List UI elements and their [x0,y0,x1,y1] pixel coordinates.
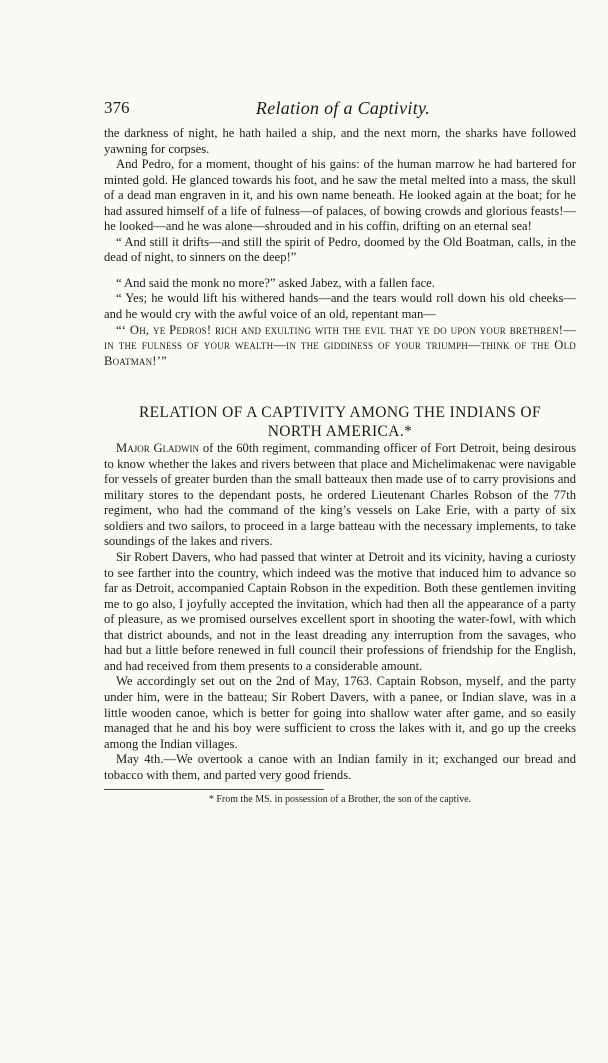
article-paragraph: May 4th.—We overtook a canoe with an Indian family in it; exchanged our bread and tobacco with them, and parted very good friends. [104,752,576,782]
article-paragraph: Sir Robert Davers, who had passed that winter at Detroit and its vicinity, having a curiosty to see farther into the country, which indeed was the motive that induced him to advance so far as Detroit, accompanied Captain Robson in the expedition. Both these gentlemen inviting me to go also, I joyfully accepted the invitation, which had then all the appearance of a party of pleasure, as we promised ourselves excellent sport in shooting the water-fowl, with which that district abounds, and not in the least dreading any interruption from the savages, who had but a little before renewed in full council their professions of friendship for the English, and had received from them presents to a considerable amount. [104,550,576,673]
lead-name: Major Gladwin [116,441,200,456]
story-paragraph: “ Yes; he would lift his withered hands—and the tears would roll down his old cheeks—and he would cry with the awful voice of an old, repentant man— [104,291,576,322]
story-paragraph: “‘ Oh, ye Pedros! rich and exulting with the evil that ye do upon your brethren!—in the fulness of your wealth—in the giddiness of your triumph—think of the Old Boatman!’” [104,322,576,368]
spacer [104,369,576,389]
story-paragraph: “ And still it drifts—and still the spirit of Pedro, doomed by the Old Boatman, calls, in the dead of night, to sinners on the deep!” [104,234,576,265]
spacer [104,266,576,276]
page-body [104,126,576,806]
page-number: 376 [104,98,130,117]
article-title [104,403,576,441]
article-paragraph: We accordingly set out on the 2nd of May, 1763. Captain Robson, myself, and the party under him, were in the batteau; Sir Robert Davers, with a panee, or Indian slave, was in a little wooden canoe, which is better for going into shallow water after game, and so easily managed that he and his boy were sufficient to cross the lakes with it, and go up the creeks among the Indian villages. [104,674,576,751]
article-title-line: NORTH AMERICA.* [267,423,413,441]
footnote: * From the MS. in possession of a Brother, the son of the captive. [208,794,472,806]
spacer [104,389,576,403]
footnote-divider [104,789,324,790]
story-paragraph: “ And said the monk no more?” asked Jabez, with a fallen face. [116,275,435,290]
page-header [104,98,582,124]
article-title-line: RELATION OF A CAPTIVITY AMONG THE INDIANS OF [138,404,542,422]
article-paragraph [104,441,576,550]
paragraph-text: of the 60th regiment, commanding officer of Fort Detroit, being desirous to know whether the lakes and rivers between that place and Michelimakenac were navigable for vessels of greater burden than the small batteaux then made use of to carry provisions and military stores to the dependant posts, he ordered Lieutenant Charles Robson of the 77th regiment, who had the command of the king’s vessels on Lake Erie, with a party of six soldiers and two sailors, to proceed in a large batteau with the necessary implements, to take soundings of the lakes and rivers. [104,441,577,549]
story-paragraph: And Pedro, for a moment, thought of his gains: of the human marrow he had bartered for minted gold. He glanced towards his foot, and he saw the metal melted into a mass, the skull of a dead man engraven in it, and his own name beneath. He looked again at the boat; for he had assured himself of a life of fulness—of palaces, of bowing crowds and glorious feasts!—he looked—and he was alone—shrouded and in his coffin, drifting on an eternal sea! [104,157,576,234]
story-paragraph: the darkness of night, he hath hailed a ship, and the next morn, the sharks have followed yawning for corpses. [104,126,576,156]
running-title: Relation of a Captivity. [255,98,431,118]
